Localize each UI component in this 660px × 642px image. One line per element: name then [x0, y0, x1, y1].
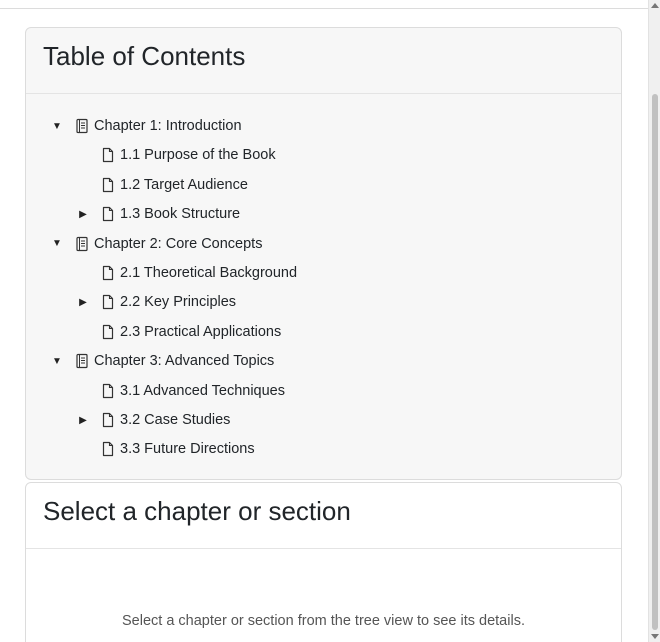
tree-node-label: 1.3 Book Structure [120, 206, 241, 223]
file-icon [100, 294, 116, 310]
previous-card-edge [0, 0, 648, 9]
file-icon [100, 206, 116, 222]
tree-node-label: 3.2 Case Studies [120, 412, 231, 428]
expand-toggle-icon[interactable]: ▼ [52, 238, 62, 250]
tree-node-label: 2.3 Practical Applications [120, 323, 282, 340]
toggle-spacer [76, 148, 90, 162]
toggle-spacer [76, 266, 90, 280]
tree-section-2-1[interactable] [76, 261, 297, 285]
tree-section-1-3[interactable] [76, 202, 240, 226]
tree-node-label: 1.1 Purpose of the Book [120, 147, 276, 164]
book-icon [74, 236, 90, 252]
tree-chapter-3[interactable] [50, 349, 274, 373]
page-scrollbar[interactable] [648, 0, 660, 642]
tree-node-label: Chapter 2: Core Concepts [94, 235, 263, 252]
book-icon [74, 353, 90, 369]
toc-card [25, 27, 622, 480]
scroll-thumb[interactable] [652, 94, 658, 630]
expand-toggle-icon[interactable]: ▼ [52, 355, 62, 367]
scroll-up-arrow-icon[interactable] [651, 3, 659, 8]
file-icon [100, 324, 116, 340]
tree-node-label: 2.2 Key Principles [120, 294, 237, 311]
tree-section-1-1[interactable] [76, 143, 276, 167]
expand-toggle-icon[interactable]: ▼ [52, 120, 62, 132]
detail-message: Select a chapter or section from the tree view to see its details. [122, 613, 525, 629]
file-icon [100, 412, 116, 428]
collapse-toggle-icon[interactable]: ▶ [79, 414, 87, 426]
tree-chapter-1[interactable] [50, 114, 242, 138]
tree-section-3-1[interactable] [76, 379, 285, 403]
tree-node-label: Chapter 3: Advanced Topics [94, 353, 275, 370]
collapse-toggle-icon[interactable]: ▶ [79, 208, 87, 220]
scroll-down-arrow-icon[interactable] [651, 634, 659, 639]
tree-node-label: 3.3 Future Directions [120, 441, 255, 458]
tree-chapter-2[interactable] [50, 232, 262, 256]
toggle-spacer [76, 325, 90, 339]
toc-card-header [26, 28, 621, 94]
toc-title: Table of Contents [43, 41, 246, 71]
tree-section-1-2[interactable] [76, 173, 248, 197]
file-icon [100, 265, 116, 281]
file-icon [100, 441, 116, 457]
tree-node-label: Chapter 1: Introduction [94, 118, 242, 134]
toggle-spacer [76, 442, 90, 456]
tree-node-label: 1.2 Target Audience [120, 176, 248, 193]
tree-section-2-2[interactable] [76, 290, 236, 314]
detail-card [25, 482, 622, 642]
file-icon [100, 383, 116, 399]
tree-node-label: 3.1 Advanced Techniques [120, 382, 286, 399]
book-icon [74, 118, 90, 134]
detail-card-header [26, 483, 621, 549]
file-icon [100, 177, 116, 193]
tree-section-2-3[interactable] [76, 320, 281, 344]
file-icon [100, 147, 116, 163]
tree-section-3-3[interactable] [76, 437, 255, 461]
toggle-spacer [76, 178, 90, 192]
detail-title: Select a chapter or section [43, 496, 351, 526]
collapse-toggle-icon[interactable]: ▶ [79, 296, 87, 308]
tree-section-3-2[interactable] [76, 408, 230, 432]
toggle-spacer [76, 384, 90, 398]
tree-node-label: 2.1 Theoretical Background [120, 265, 298, 281]
